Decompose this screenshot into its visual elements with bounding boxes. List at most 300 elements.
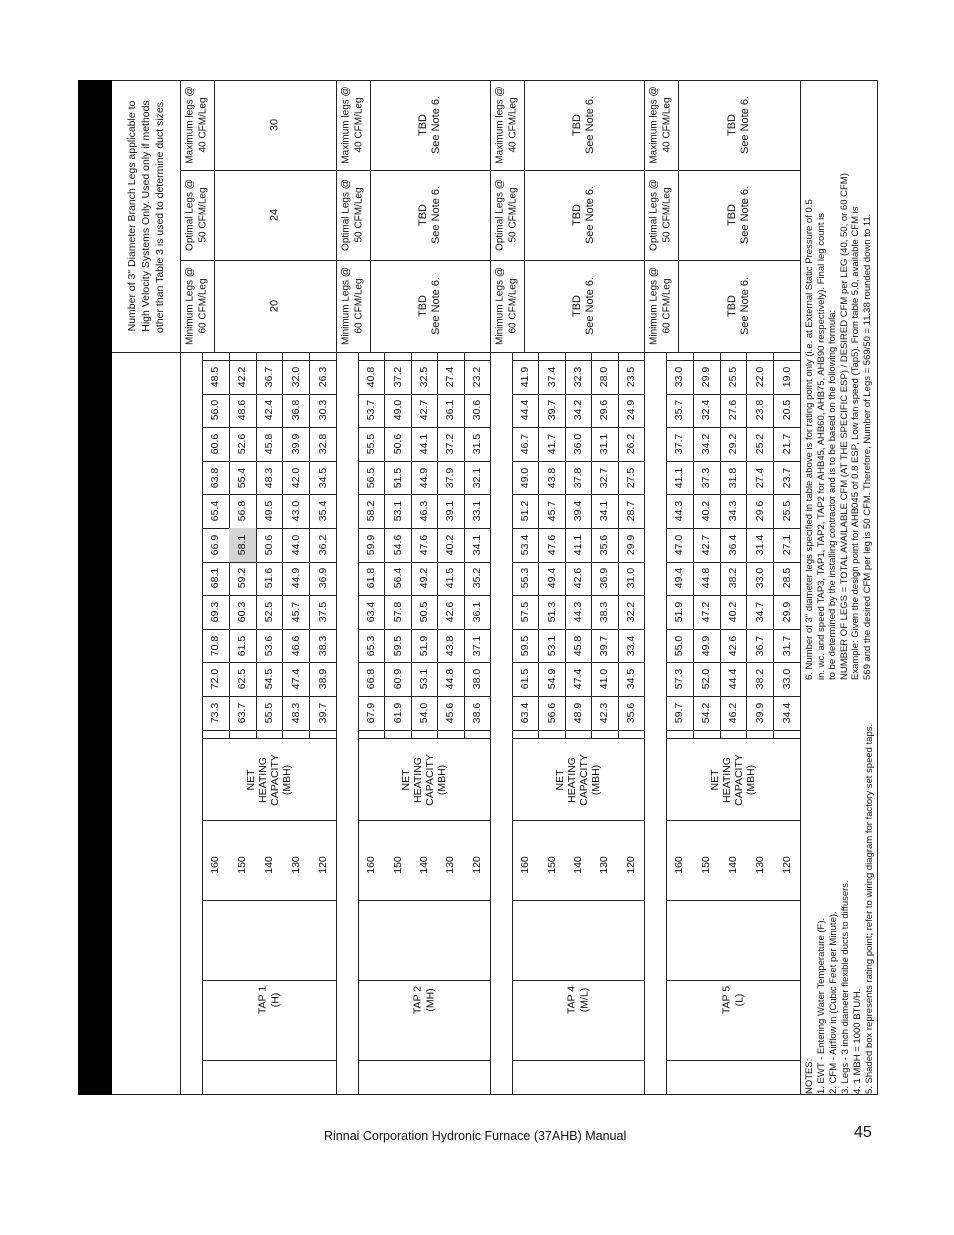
capacity-label-line: NET [244,769,257,791]
leg-count-line: TBD [571,204,583,226]
capacity-cell [309,662,336,696]
tap-label [398,960,451,1040]
ewt-value-text [572,825,585,905]
capacity-cell [358,696,384,730]
capacity-cell-line: 31.0 [624,568,637,589]
capacity-cell-text [209,494,222,528]
capacity-cell [358,394,384,428]
capacity-cell-line: 72.0 [209,668,222,690]
capacity-cell-line: 42.3 [598,702,611,724]
capacity-cell [358,528,384,562]
capacity-cell-line: 27.1 [780,534,793,556]
capacity-cell [437,461,463,495]
capacity-cell-text [290,494,303,528]
capacity-cell-text [290,461,303,495]
leg-col-header-line: 50 CFM/Leg [197,187,208,243]
capacity-cell-text [754,595,767,629]
capacity-cell-text [700,461,713,495]
ewt-value [358,825,384,905]
leg-count-text [571,170,597,260]
capacity-cell-line: 42.4 [262,400,275,421]
capacity-cell-line: 57.5 [518,601,531,623]
capacity-cell-line: 32.7 [598,467,611,488]
capacity-cell-line: 39.4 [571,500,584,522]
leg-col-header-line: Maximum legs @ [340,86,352,164]
capacity-cell-line: 29.9 [780,601,793,623]
leg-col-header-text [649,80,674,170]
leg-count [214,260,336,352]
leg-count-line: See Note 6. [584,185,596,245]
capacity-cell [693,394,720,428]
capacity-cell [565,629,591,663]
capacity-cell-line: 44.4 [518,400,531,421]
ewt-value-text [290,825,303,905]
capacity-cell-text [263,427,276,461]
leg-col-header-line: Optimal Legs @ [184,179,196,251]
leg-col-header-line: Optimal Legs @ [494,179,506,251]
capacity-cell-line: 66.9 [209,534,222,556]
capacity-cell-text [700,528,713,562]
capacity-cell-text [418,394,431,428]
ewt-value-text [263,825,276,905]
capacity-cell [256,461,283,495]
capacity-cell-text [209,461,222,495]
capacity-cell-line: 25.5 [726,366,739,388]
capacity-cell-line: 23.8 [753,400,766,421]
capacity-cell [464,461,490,495]
capacity-cell-text [519,494,532,528]
capacity-cell-line: 28.5 [780,568,793,589]
capacity-cell-line: 50.5 [417,601,430,623]
capacity-cell-text [754,461,767,495]
capacity-cell [256,394,283,428]
ewt-value-text [444,825,457,905]
capacity-cell-line: 63.7 [235,702,248,724]
capacity-cell-text [625,461,638,495]
leg-count-text [269,80,282,170]
capacity-cell-text [754,562,767,596]
capacity-cell-text [444,595,457,629]
capacity-cell [411,629,437,663]
capacity-cell-line: 73.3 [209,702,222,724]
capacity-cell-text [290,696,303,730]
capacity-cell-text [625,394,638,428]
capacity-cell [693,427,720,461]
ewt-value [565,825,591,905]
capacity-cell [202,562,229,596]
capacity-cell-text [754,662,767,696]
ewt-value-line: 130 [289,856,302,874]
leg-count [524,260,644,352]
capacity-cell [773,427,800,461]
leg-col-header-text [341,260,366,352]
capacity-cell-line: 25.5 [780,500,793,522]
capacity-cell-text [209,629,222,663]
capacity-label-text [245,740,293,820]
capacity-cell-line: 38.0 [470,668,483,690]
capacity-cell [384,461,410,495]
capacity-cell-text [700,629,713,663]
ewt-value-line: 140 [417,856,430,874]
capacity-cell [746,696,773,730]
grid-line [202,820,336,821]
capacity-cell-line: 47.6 [545,534,558,556]
ewt-value-line: 140 [262,856,275,874]
capacity-cell-line: 39.7 [545,400,558,421]
capacity-cell-text [519,427,532,461]
capacity-cell [693,629,720,663]
leg-count-text [726,80,752,170]
capacity-cell-line: 61.8 [364,568,377,589]
capacity-cell [591,662,617,696]
ewt-value-text [545,825,558,905]
capacity-label-text [400,740,448,820]
capacity-cell [256,494,283,528]
capacity-cell-line: 23.5 [624,366,637,388]
capacity-cell-line: 23.2 [470,366,483,388]
capacity-cell [437,494,463,528]
leg-count [214,80,336,170]
capacity-cell [282,394,309,428]
capacity-cell [464,696,490,730]
capacity-cell-line: 37.7 [673,433,686,455]
capacity-cell-line: 65.3 [364,635,377,656]
capacity-cell [773,595,800,629]
capacity-cell-line: 27.4 [753,467,766,488]
leg-col-header-text [649,260,674,352]
capacity-cell [773,562,800,596]
capacity-cell [202,595,229,629]
capacity-cell [720,562,747,596]
capacity-cell-line: 55.0 [673,635,686,656]
ewt-value-line: 120 [624,856,637,874]
capacity-cell-text [444,629,457,663]
grid-line [490,352,644,353]
capacity-cell-line: 44.8 [444,668,457,690]
capacity-cell [720,394,747,428]
capacity-cell [437,662,463,696]
capacity-cell-text [365,629,378,663]
capacity-cell-text [519,562,532,596]
capacity-cell [512,427,538,461]
capacity-cell [358,662,384,696]
capacity-cell-text [418,427,431,461]
capacity-cell-text [209,562,222,596]
capacity-cell [309,494,336,528]
capacity-cell-text [418,528,431,562]
capacity-cell [202,394,229,428]
capacity-cell-line: 63.4 [364,601,377,623]
capacity-cell-line: 37.2 [391,366,404,388]
capacity-cell-line: 54.6 [391,534,404,556]
capacity-cell-line: 49.5 [262,500,275,522]
leg-count-line: TBD [417,295,429,317]
leg-col-header-line: 40 CFM/Leg [197,97,208,153]
capacity-cell-line: 41.1 [571,534,584,556]
capacity-cell-line: 42.0 [289,467,302,488]
capacity-cell-line: 63.8 [209,467,222,488]
ewt-value [256,825,283,905]
capacity-cell-line: 44.1 [417,433,430,455]
capacity-cell-line: 35.6 [598,534,611,556]
leg-col-header-text [341,170,366,260]
capacity-cell-text [418,360,431,394]
capacity-cell [746,595,773,629]
capacity-cell [358,427,384,461]
capacity-cell-text [263,528,276,562]
capacity-cell-line: 35.7 [673,400,686,421]
leg-count-text [269,170,282,260]
capacity-cell-line: 49.0 [391,400,404,421]
capacity-cell-line: 37.5 [316,601,329,623]
capacity-label-text [554,740,602,820]
grid-line [358,1060,490,1061]
capacity-cell [591,696,617,730]
capacity-cell [411,696,437,730]
capacity-cell [746,494,773,528]
leg-count [678,170,800,260]
capacity-cell-text [236,461,249,495]
capacity-cell-line: 34.1 [598,500,611,522]
capacity-cell-line: 53.6 [262,635,275,656]
capacity-cell-text [625,427,638,461]
capacity-cell-line: 53.4 [518,534,531,556]
capacity-cell-line: 37.4 [545,366,558,388]
capacity-cell-text [316,528,329,562]
capacity-cell-text [545,427,558,461]
capacity-cell-line: 42.7 [417,400,430,421]
capacity-cell-text [290,360,303,394]
capacity-cell-text [727,562,740,596]
ewt-value-text [209,825,222,905]
ewt-value-text [316,825,329,905]
capacity-cell [538,562,564,596]
capacity-cell-text [754,360,767,394]
capacity-cell-line: 32.8 [316,433,329,455]
capacity-cell-text [471,595,484,629]
capacity-cell-line: 70.8 [209,635,222,656]
leg-count-line: 20 [268,299,281,313]
grid-line [202,1060,336,1061]
capacity-cell-line: 38.3 [598,601,611,623]
table-title-bar [78,80,112,1095]
leg-count-line: See Note 6. [584,95,596,155]
capacity-cell [693,662,720,696]
capacity-cell [229,696,256,730]
grid-line [512,738,644,739]
capacity-cell-text [598,629,611,663]
capacity-cell [720,427,747,461]
capacity-cell [282,562,309,596]
capacity-cell-line: 55.4 [235,467,248,488]
capacity-cell-line: 56.6 [545,702,558,724]
capacity-cell-text [572,494,585,528]
capacity-cell [618,629,644,663]
capacity-cell [720,461,747,495]
capacity-cell-line: 39.1 [444,500,457,522]
leg-count-line: 30 [268,118,281,132]
capacity-cell-line: 51.5 [391,467,404,488]
capacity-cell-line: 37.3 [699,467,712,488]
leg-col-header-line: Optimal Legs @ [648,179,660,251]
capacity-cell-line: 38.2 [726,568,739,589]
capacity-cell-line: 42.7 [699,534,712,556]
leg-col-header-line: 60 CFM/Leg [353,278,364,334]
leg-col-header-line: 50 CFM/Leg [353,187,364,243]
capacity-cell-line: 62.5 [235,668,248,690]
capacity-cell-line: 30.3 [316,400,329,421]
capacity-cell-text [519,629,532,663]
capacity-cell-line: 34.2 [571,400,584,421]
capacity-cell-text [780,461,793,495]
capacity-cell-text [700,494,713,528]
capacity-cell-text [572,662,585,696]
capacity-cell-text [391,394,404,428]
capacity-cell [202,696,229,730]
leg-col-header-text [185,80,210,170]
leg-col-header-text [185,260,210,352]
tap-label-line: (MH) [423,988,436,1012]
capacity-cell [773,494,800,528]
capacity-cell [512,562,538,596]
capacity-cell-text [572,696,585,730]
leg-col-header [180,80,214,170]
capacity-cell-text [316,427,329,461]
capacity-cell-text [444,494,457,528]
ewt-value [437,825,463,905]
capacity-cell-text [572,629,585,663]
capacity-cell-text [316,595,329,629]
capacity-cell-text [700,662,713,696]
capacity-cell-text [673,595,686,629]
capacity-cell-text [418,562,431,596]
capacity-cell-line: 41.5 [444,568,457,589]
capacity-label-line: HEATING [411,757,424,803]
capacity-cell-line: 31.8 [726,467,739,488]
leg-col-header-line: 50 CFM/Leg [661,187,672,243]
capacity-cell [565,394,591,428]
capacity-cell-line: 33.1 [470,500,483,522]
capacity-cell-line: 31.4 [753,534,766,556]
capacity-cell-text [780,662,793,696]
capacity-cell-line: 48.5 [209,366,222,388]
ewt-value [720,825,747,905]
capacity-cell [746,394,773,428]
capacity-cell [666,528,693,562]
capacity-cell-line: 29.9 [699,366,712,388]
capacity-cell [358,360,384,394]
capacity-label [234,740,304,820]
ewt-value-text [418,825,431,905]
capacity-label [544,740,613,820]
leg-col-header [336,80,370,170]
capacity-cell [256,528,283,562]
capacity-cell-line: 47.0 [673,534,686,556]
capacity-cell-text [673,696,686,730]
capacity-cell-text [673,662,686,696]
capacity-cell-line: 36.4 [726,534,739,556]
capacity-cell [437,696,463,730]
leg-col-header-line: 40 CFM/Leg [661,97,672,153]
capacity-cell [464,360,490,394]
capacity-cell [746,662,773,696]
capacity-cell-text [263,394,276,428]
capacity-cell-text [625,528,638,562]
capacity-cell-text [625,662,638,696]
capacity-cell [746,461,773,495]
capacity-cell-text [780,394,793,428]
capacity-cell-line: 39.9 [289,433,302,455]
grid-line [112,1094,878,1095]
capacity-cell-line: 49.9 [699,635,712,656]
leg-count-line: TBD [571,295,583,317]
capacity-cell [358,629,384,663]
capacity-cell [358,461,384,495]
capacity-cell-line: 22.0 [753,366,766,388]
capacity-cell-text [519,461,532,495]
tap-label-line: TAP 5 [720,985,733,1015]
capacity-cell-line: 41.9 [518,366,531,388]
grid-line [512,900,644,901]
capacity-cell-line: 47.2 [699,601,712,623]
capacity-cell [720,662,747,696]
capacity-cell-line: 29.2 [726,433,739,455]
tap-label-line: TAP 4 [565,985,578,1015]
capacity-cell-text [290,528,303,562]
capacity-cell-line: 40.2 [444,534,457,556]
capacity-cell [538,461,564,495]
capacity-cell-line: 42.6 [726,635,739,656]
capacity-cell-text [290,662,303,696]
capacity-cell [464,394,490,428]
capacity-cell-text [545,562,558,596]
capacity-cell-line: 37.9 [444,467,457,488]
capacity-cell-line: 28.7 [624,500,637,522]
capacity-cell [512,360,538,394]
grid-line [358,738,490,739]
ewt-value [282,825,309,905]
ewt-value-line: 160 [209,856,222,874]
capacity-cell-text [598,562,611,596]
capacity-cell [229,461,256,495]
leg-col-header [180,260,214,352]
ewt-value-text [519,825,532,905]
leg-col-header-line: Minimum Legs @ [184,267,196,345]
capacity-cell [773,461,800,495]
capacity-cell-text [700,562,713,596]
capacity-cell [256,427,283,461]
capacity-cell-text [471,696,484,730]
ewt-value-line: 140 [571,856,584,874]
capacity-cell-text [545,595,558,629]
note-item: Example: Given the design point for AHB045 of 0.8 ESP, Low fan speed (Tap5). From table 5.0, available CFM is [850,206,861,680]
capacity-cell-text [316,696,329,730]
leg-col-header-line: 60 CFM/Leg [197,278,208,334]
capacity-cell-line: 29.6 [598,400,611,421]
capacity-cell-text [545,696,558,730]
capacity-cell-line: 43.0 [289,500,302,522]
leg-count-text [726,170,752,260]
capacity-cell [618,662,644,696]
capacity-cell-line: 36.7 [753,635,766,656]
ewt-value-line: 160 [518,856,531,874]
capacity-cell-line: 47.4 [571,668,584,690]
capacity-cell-text [263,494,276,528]
capacity-cell-text [572,394,585,428]
leg-col-header-line: Minimum Legs @ [648,267,660,345]
capacity-cell-text [365,494,378,528]
capacity-cell-line: 61.5 [518,668,531,690]
